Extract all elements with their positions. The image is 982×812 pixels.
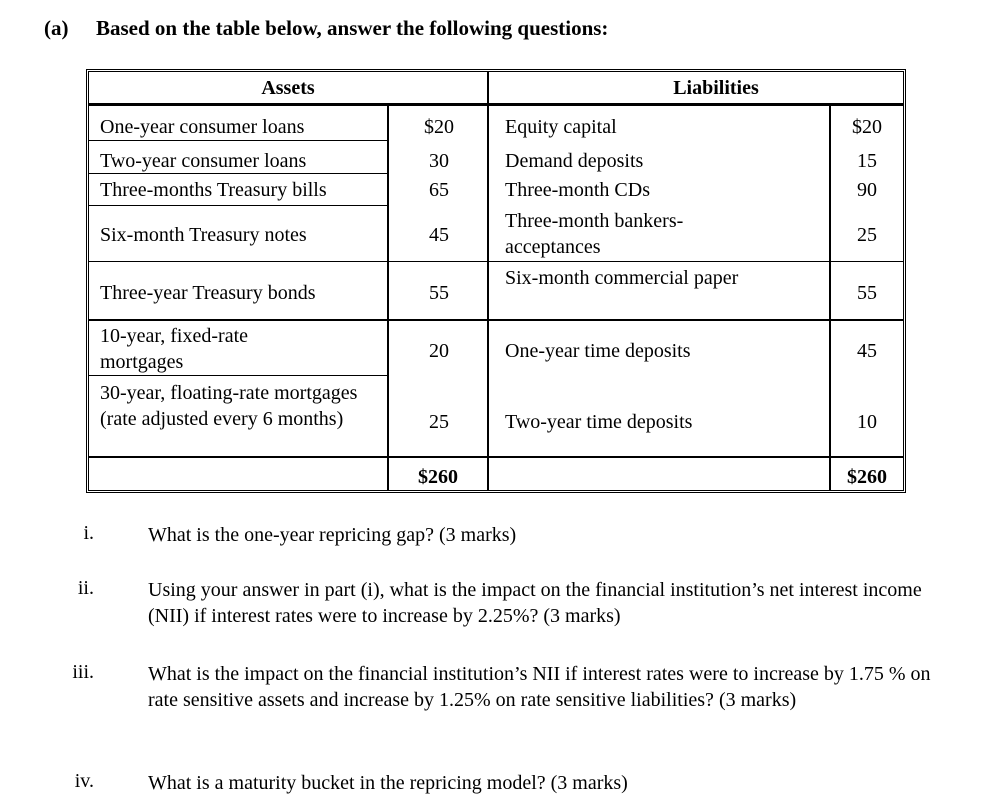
asset-value: $20 [424, 116, 454, 138]
asset-value: 25 [429, 411, 449, 433]
liability-value: 90 [857, 179, 877, 201]
asset-total: $260 [418, 466, 458, 488]
asset-label: 30-year, floating-rate mortgages (rate adjusted every 6 months) [100, 382, 358, 430]
row-line [89, 140, 389, 141]
question-text: Using your answer in part (i), what is the impact on the financial institution’s net interest income (NII) if interest rates were to increase by 2.25%? (3 marks) [148, 579, 922, 627]
asset-label: Three-year Treasury bonds [100, 282, 316, 304]
asset-label: 10-year, fixed-rate mortgages [100, 325, 248, 373]
balance-sheet-table [86, 69, 906, 493]
row-line [89, 319, 903, 321]
assets-header: Assets [261, 77, 315, 99]
asset-label: Three-months Treasury bills [100, 179, 327, 201]
question-number: iv. [74, 770, 94, 792]
asset-label: Six-month Treasury notes [100, 224, 307, 246]
liability-label: One-year time deposits [505, 340, 691, 362]
asset-value: 55 [429, 282, 449, 304]
asset-label: One-year consumer loans [100, 116, 305, 138]
liability-label: Three-month bankers-acceptances [505, 210, 684, 258]
liability-value: 15 [857, 150, 877, 172]
asset-value: 30 [429, 150, 449, 172]
liability-value: 10 [857, 411, 877, 433]
question-number: iii. [72, 661, 94, 683]
row-line [89, 375, 389, 376]
header-divider [89, 103, 903, 106]
asset-label: Two-year consumer loans [100, 150, 307, 172]
asset-value: 45 [429, 224, 449, 246]
liability-label: Equity capital [505, 116, 617, 138]
question-heading [44, 16, 608, 41]
liability-value: $20 [852, 116, 882, 138]
center-divider [487, 72, 489, 490]
question-number: ii. [77, 577, 94, 599]
liability-label: Six-month commercial paper [505, 267, 739, 289]
question-text: What is a maturity bucket in the repricing model? (3 marks) [148, 772, 628, 794]
total-divider [89, 456, 903, 458]
question-number: i. [83, 522, 94, 544]
asset-value: 65 [429, 179, 449, 201]
liability-label: Three-month CDs [505, 179, 650, 201]
liability-total: $260 [847, 466, 887, 488]
row-line [89, 205, 389, 206]
liabilities-header: Liabilities [673, 77, 759, 99]
heading-text: Based on the table below, answer the following questions: [96, 16, 609, 40]
liability-value: 25 [857, 224, 877, 246]
row-line [89, 261, 903, 262]
liability-label: Two-year time deposits [505, 411, 693, 433]
question-text: What is the one-year repricing gap? (3 marks) [148, 524, 517, 546]
liability-label: Demand deposits [505, 150, 644, 172]
liability-value: 55 [857, 282, 877, 304]
asset-value: 20 [429, 340, 449, 362]
question-text: What is the impact on the financial institution’s NII if interest rates were to increase by 1.75 % on rate sensitive assets and increase by 1.25% on rate sensitive liabilities? (3 marks) [148, 663, 931, 711]
liability-value: 45 [857, 340, 877, 362]
asset-value-divider [387, 103, 389, 490]
part-label: (a) [44, 16, 69, 40]
